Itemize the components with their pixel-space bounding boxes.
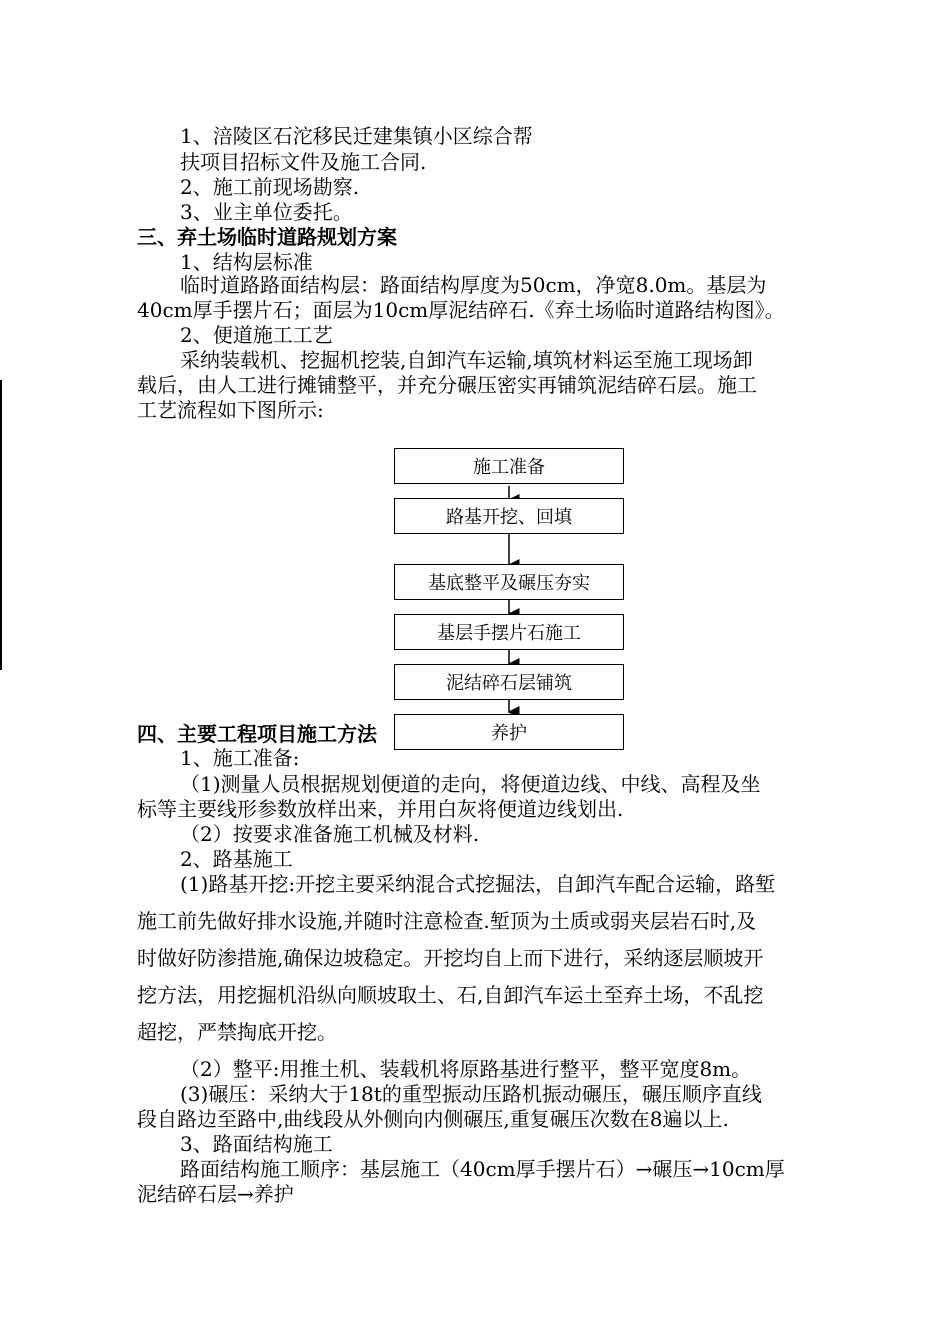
section4-p5-line2: 段自路边至路中,曲线段从外侧向内侧碾压,重复碾压次数在8遍以上. bbox=[137, 1107, 729, 1131]
flow-step-prepare bbox=[394, 448, 624, 484]
section3-p2-line2: 载后，由人工进行摊铺整平，并充分碾压密实再铺筑泥结碎石层。施工 bbox=[137, 373, 757, 397]
section3-p2-line1: 采纳装载机、挖掘机挖装,自卸汽车运输,填筑材料运至施工现场卸 bbox=[180, 348, 753, 372]
section4-p1-line1: （1)测量人员根据规划便道的走向，将便道边线、中线、高程及坐 bbox=[180, 772, 761, 796]
section4-p5-line1: (3)碾压：采纳大于18t的重型振动压路机振动碾压，碾压顺序直线 bbox=[180, 1082, 762, 1106]
intro-item-1-cont: 扶项目招标文件及施工合同. bbox=[180, 150, 427, 174]
section4-p6-line2: 泥结碎石层→养护 bbox=[137, 1182, 294, 1206]
section3-p1-line1: 临时道路路面结构层：路面结构厚度为50cm，净宽8.0m。基层为 bbox=[180, 273, 767, 297]
flow-step-label: 泥结碎石层铺筑 bbox=[446, 673, 572, 694]
flow-step-label: 基层手摆片石施工 bbox=[437, 623, 581, 644]
section4-p3-line1: (1)路基开挖:开挖主要采纳混合式挖掘法，自卸汽车配合运输，路堑 bbox=[180, 872, 776, 896]
section4-sub2: 2、路基施工 bbox=[180, 847, 293, 871]
section3-heading: 三、弃土场临时道路规划方案 bbox=[137, 225, 397, 249]
section4-p3-line5: 超挖，严禁掏底开挖。 bbox=[137, 1020, 337, 1044]
flow-step-stone-base bbox=[394, 614, 624, 650]
intro-item-3: 3、业主单位委托。 bbox=[180, 200, 353, 224]
section4-p3-line3: 时做好防渗措施,确保边坡稳定。开挖均自上而下进行，采纳逐层顺坡开 bbox=[137, 946, 764, 970]
flow-step-level-compact bbox=[394, 564, 624, 600]
flow-step-excavate bbox=[394, 498, 624, 534]
flow-step-label: 基底整平及碾压夯实 bbox=[428, 573, 590, 594]
section4-p3-line2: 施工前先做好排水设施,并随时注意检查.堑顶为土质或弱夹层岩石时,及 bbox=[137, 909, 757, 933]
section3-p1-line2: 40cm厚手摆片石；面层为10cm厚泥结碎石.《弃土场临时道路结构图》。 bbox=[137, 298, 785, 322]
flow-step-label: 养护 bbox=[491, 723, 527, 744]
section3-p2-line3: 工艺流程如下图所示: bbox=[137, 398, 324, 422]
flow-step-label: 路基开挖、回填 bbox=[446, 507, 572, 528]
section4-sub1: 1、施工准备: bbox=[180, 746, 300, 770]
intro-item-1: 1、涪陵区石沱移民迁建集镇小区综合帮 bbox=[180, 124, 533, 148]
section3-sub2: 2、便道施工工艺 bbox=[180, 323, 333, 347]
section4-p4: （2）整平:用推土机、装载机将原路基进行整平，整平宽度8m。 bbox=[180, 1057, 752, 1081]
intro-item-2: 2、施工前现场勘察. bbox=[180, 175, 360, 199]
flow-step-gravel-layer bbox=[394, 664, 624, 700]
section4-sub3: 3、路面结构施工 bbox=[180, 1132, 333, 1156]
section4-p6-line1: 路面结构施工顺序：基层施工（40cm厚手摆片石）→碾压→10cm厚 bbox=[180, 1157, 785, 1181]
section4-p1-line2: 标等主要线形参数放样出来，并用白灰将便道边线划出. bbox=[137, 797, 624, 821]
section4-heading: 四、主要工程项目施工方法 bbox=[137, 722, 377, 746]
flow-step-maintain bbox=[394, 714, 624, 750]
section4-p2: （2）按要求准备施工机械及材料. bbox=[180, 822, 480, 846]
margin-bar bbox=[0, 380, 2, 670]
section3-sub1: 1、结构层标准 bbox=[180, 250, 313, 274]
section4-p3-line4: 挖方法，用挖掘机沿纵向顺坡取土、石,自卸汽车运土至弃土场，不乱挖 bbox=[137, 983, 764, 1007]
flow-step-label: 施工准备 bbox=[473, 457, 545, 478]
